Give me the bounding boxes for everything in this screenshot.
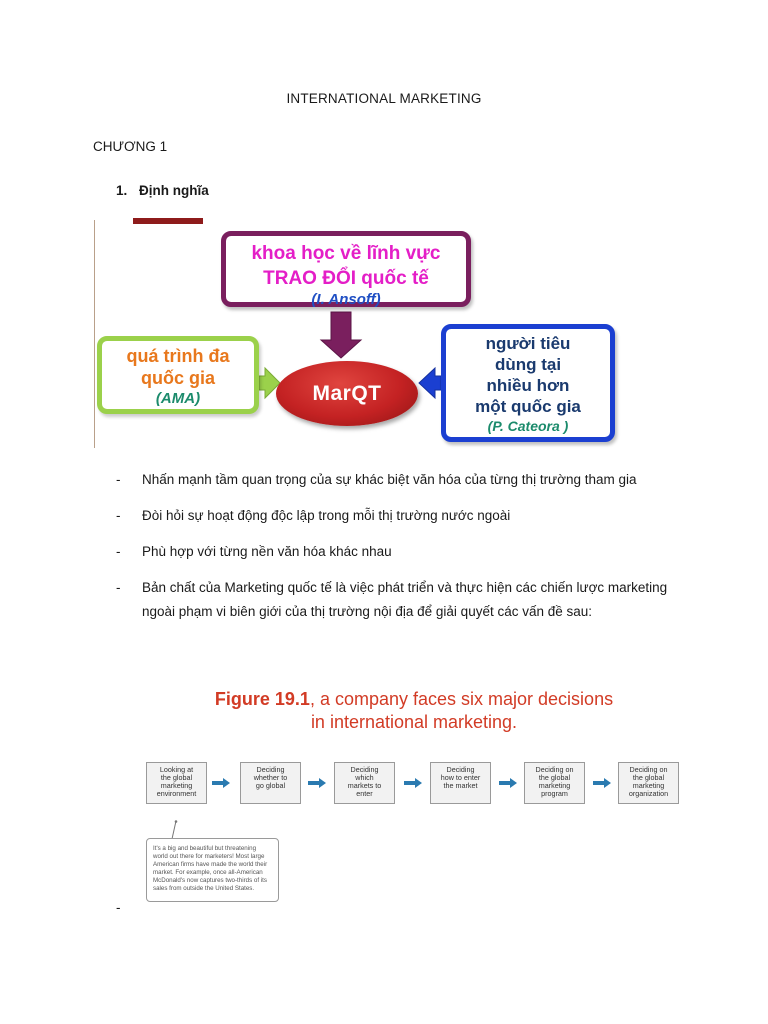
- flow-step-line: go global: [255, 781, 286, 790]
- left-box-line-2: quốc gia: [140, 368, 215, 388]
- flow-step-line: the market: [443, 781, 478, 790]
- bullet-text: Đòi hỏi sự hoạt động độc lập trong mỗi thị trường nước ngoài: [142, 508, 511, 523]
- arrow-right-icon: [212, 778, 230, 788]
- left-definition-box: [97, 336, 259, 414]
- flow-step: [334, 762, 395, 804]
- flow-step: [430, 762, 491, 804]
- bullet-dash: -: [116, 544, 121, 559]
- callout-box: It's a big and beautiful but threatening world out there for marketers! Most large American firms have made the world their market. For example, once all-American McDonald's now captures two-thirds of its sales from outside the United States.: [146, 838, 279, 902]
- section-title: Định nghĩa: [139, 183, 209, 198]
- flow-step-line: marketing: [160, 781, 193, 790]
- flow-step: [618, 762, 679, 804]
- flow-step: [240, 762, 301, 804]
- figure-caption-line-2: in international marketing.: [310, 712, 518, 732]
- arrow-right-icon: [308, 778, 326, 788]
- left-box-line-1: quá trình đa: [126, 346, 230, 366]
- flow-step-line: markets to: [347, 781, 382, 790]
- list-item: [116, 468, 676, 492]
- flow-step-line: whether to: [253, 773, 288, 782]
- flow-step-line: environment: [156, 789, 197, 798]
- flow-step-line: Deciding on: [535, 765, 574, 774]
- center-label: MarQT: [312, 382, 382, 405]
- center-ellipse: [276, 361, 418, 426]
- arrow-right-icon: [499, 778, 517, 788]
- right-box-line-4: một quốc gia: [475, 397, 581, 416]
- right-box-source: (P. Cateora ): [487, 418, 569, 434]
- bullet-dash: -: [116, 472, 121, 487]
- figure-caption: [0, 688, 768, 734]
- flow-step-line: Deciding on: [629, 765, 668, 774]
- top-definition-box: [221, 231, 471, 307]
- flow-step-line: how to enter: [440, 773, 481, 782]
- arrow-right-icon: [593, 778, 611, 788]
- flow-step-line: the global: [632, 773, 665, 782]
- arrow-down-icon: [321, 312, 361, 358]
- flow-step-line: Deciding: [446, 765, 475, 774]
- right-definition-box: [441, 324, 615, 442]
- flow-step-line: program: [541, 789, 568, 798]
- right-box-line-3: nhiều hơn: [486, 376, 570, 395]
- top-box-line-1: khoa học về lĩnh vực: [251, 243, 441, 264]
- list-item: [116, 540, 676, 564]
- flow-step-line: marketing: [538, 781, 571, 790]
- section-number: 1.: [116, 183, 128, 198]
- bullet-text: Phù hợp với từng nền văn hóa khác nhau: [142, 544, 392, 559]
- flow-step-line: Looking at: [159, 765, 194, 774]
- flow-step: [524, 762, 585, 804]
- right-box-line-1: người tiêu: [485, 334, 571, 353]
- chapter-heading: CHƯƠNG 1: [93, 139, 168, 154]
- bullet-list: [116, 468, 676, 636]
- arrow-left-icon: [419, 368, 441, 398]
- right-box-line-2: dùng tại: [494, 355, 562, 374]
- section-heading: [116, 183, 209, 198]
- list-item: [116, 504, 676, 528]
- flow-step: [146, 762, 207, 804]
- flow-step-line: the global: [538, 773, 571, 782]
- top-box-line-2: TRAO ĐỔI quốc tế: [263, 268, 429, 289]
- figure-caption-line-1: , a company faces six major decisions: [309, 689, 614, 709]
- top-box-source: (I. Ansoff): [311, 291, 381, 308]
- figure-label: Figure 19.1: [214, 689, 310, 709]
- flow-step-line: which: [355, 773, 374, 782]
- flow-step-line: the global: [160, 773, 193, 782]
- flow-step-line: organization: [628, 789, 669, 798]
- document-title: INTERNATIONAL MARKETING: [286, 91, 482, 106]
- definition-diagram: [93, 216, 633, 452]
- flow-step-line: Deciding: [350, 765, 379, 774]
- decision-flow: [139, 760, 679, 910]
- bullet-dash: -: [116, 508, 121, 523]
- bullet-text: Bản chất của Marketing quốc tế là việc phát triển và thực hiện các chiến lược marketing ngoài phạm vi biên giới của thị trường nội địa để giải quyết các vấn đề sau:: [142, 580, 668, 619]
- list-item: [116, 576, 676, 624]
- bullet-dash: -: [116, 580, 121, 595]
- flow-step-line: enter: [356, 789, 373, 798]
- bullet-text: Nhấn mạnh tầm quan trọng của sự khác biệt văn hóa của từng thị trường tham gia: [142, 472, 637, 487]
- arrow-right-icon: [404, 778, 422, 788]
- flow-step-line: Deciding: [256, 765, 285, 774]
- flow-step-line: marketing: [632, 781, 665, 790]
- callout-pointer: [169, 820, 179, 840]
- left-box-source: (AMA): [155, 390, 201, 407]
- trailing-dash: -: [116, 900, 121, 915]
